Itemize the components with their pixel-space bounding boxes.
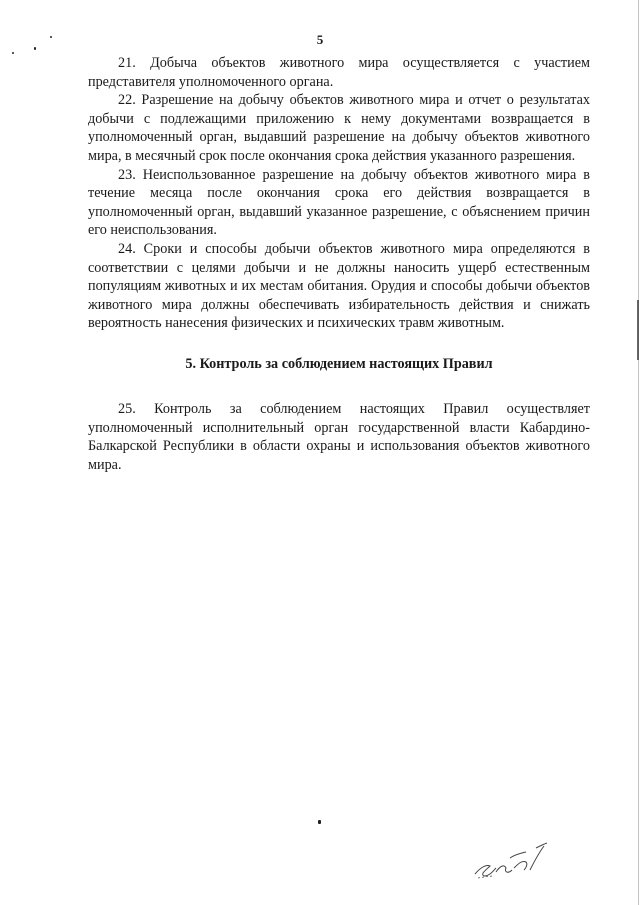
paragraph-21: 21. Добыча объектов животного мира осуществляется с участием представителя уполномоченного органа. bbox=[88, 55, 590, 90]
scan-speck bbox=[12, 52, 14, 54]
document-body bbox=[88, 54, 590, 474]
paragraph-22: 22. Разрешение на добычу объектов животного мира и отчет о результатах добычи с подлежащими приложению к нему документами возвращается в уполномоченный орган, выдавший разрешение на добычу объектов животного мира, в месячный срок после окончания срока действия указанного разрешения. bbox=[88, 92, 590, 164]
paragraph-24: 24. Сроки и способы добычи объектов животного мира определяются в соответствии с целями добычи и не должны наносить ущерб естественным популяциям животных и их местам обитания. Орудия и способы добычи объектов животного мира должны обеспечивать избирательность действия и снижать вероятность нанесения физических и психических травм животным. bbox=[88, 240, 590, 332]
section-heading: 5. Контроль за соблюдением настоящих Правил bbox=[185, 355, 493, 372]
signature-initials bbox=[470, 838, 550, 883]
paragraph-23: 23. Неиспользованное разрешение на добычу объектов животного мира в течение месяца после окончания срока его действия возвращается в уполномоченный орган, выдавший указанное разрешение, с объяснением причин его неиспользования. bbox=[88, 166, 590, 239]
paragraph-25: 25. Контроль за соблюдением настоящих Правил осуществляет уполномоченный исполнительный орган государственной власти Кабардино-Балкарской Республики в области охраны и использования объектов животного мира. bbox=[88, 400, 590, 473]
page-number: 5 bbox=[316, 32, 324, 47]
scan-edge-line bbox=[638, 0, 639, 905]
scan-edge-line bbox=[637, 300, 639, 360]
scan-speck bbox=[318, 820, 321, 824]
